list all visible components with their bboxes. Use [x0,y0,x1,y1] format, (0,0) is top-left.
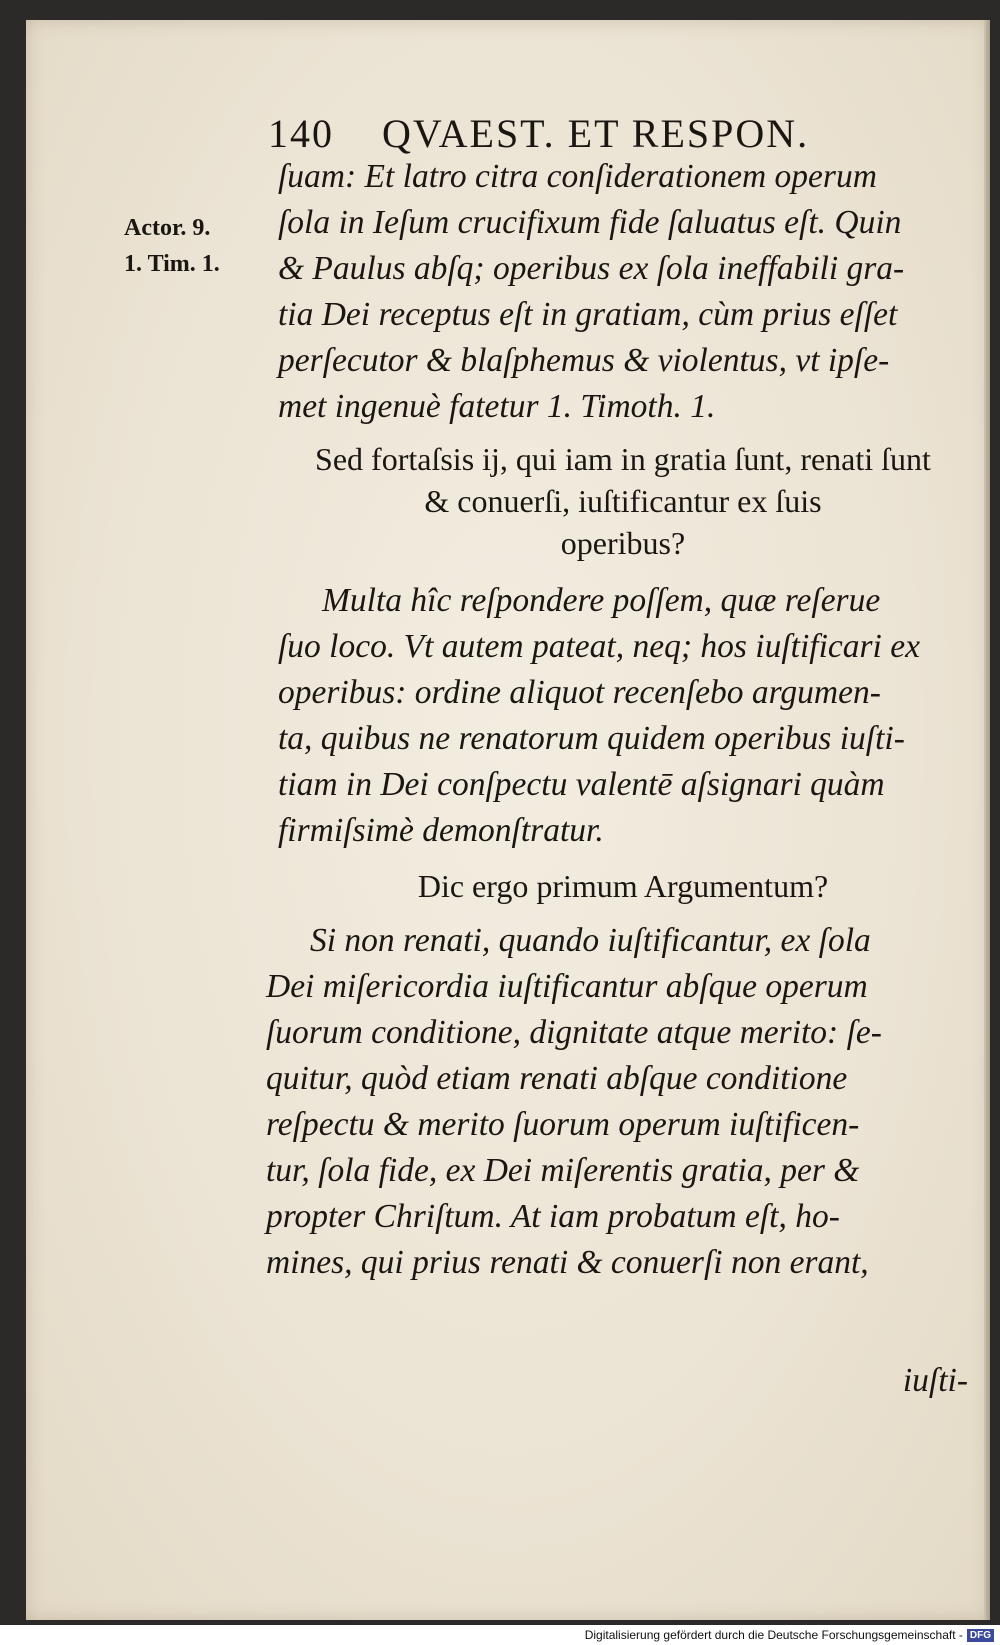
page-edge [984,20,990,1620]
text-line: tiam in Dei conſpectu valentē aſsignari quàm [278,766,885,803]
page-number: 140 [268,111,334,156]
text-line: ſuam: Et latro citra conſiderationem operum [278,158,877,195]
margin-note-timothy: 1. Tim. 1. [124,251,220,277]
book-page [26,20,990,1620]
catchword: iuſti- [902,1362,968,1399]
text-line: Multa hîc reſpondere poſſem, quæ reſerue [322,582,881,619]
digitization-credit [585,1627,994,1643]
text-line: propter Chriſtum. At iam probatum eſt, ho- [266,1198,840,1235]
text-line: ſuo loco. Vt autem pateat, neq; hos iuſtificari ex [278,628,920,665]
text-line: reſpectu & merito ſuorum operum iuſtificen- [266,1106,860,1143]
text-line: tia Dei receptus eſt in gratiam, cùm prius eſſet [278,296,898,333]
text-line: ſuorum conditione, dignitate atque merito: ſe- [266,1014,882,1051]
text-line: Sed fortaſsis ij, qui iam in gratia ſunt, renati ſunt [315,441,931,477]
page-header [268,110,908,157]
text-line: Dic ergo primum Argumentum? [417,868,829,904]
text-line: & Paulus abſq; operibus ex ſola ineffabili gra- [278,250,905,287]
text-line: ſola in Ieſum crucifixum fide ſaluatus eſt. Quin [278,204,902,241]
paragraph-3 [266,918,968,1286]
text-line: perſecutor & blaſphemus & violentus, vt ipſe- [278,342,890,379]
text-line: ta, quibus ne renatorum quidem operibus iuſti- [278,720,905,757]
text-line: & conuerſi, iuſtificantur ex ſuis [424,483,822,519]
text-line: firmiſsimè demonſtratur. [278,812,604,849]
text-line: Si non renati, quando iuſtificantur, ex ſola [310,922,871,959]
text-line: met ingenuè fatetur 1. Timoth. 1. [278,388,716,425]
credit-text: Digitalisierung gefördert durch die Deutsche Forschungsgemeinschaft - [584,1628,963,1642]
text-line: operibus? [560,525,686,561]
margin-note-actor: Actor. 9. [124,215,211,241]
text-line: operibus: ordine aliquot recenſebo argumen- [278,674,881,711]
question-1 [278,438,968,564]
dfg-logo: DFG [967,1629,994,1642]
text-line: quitur, quòd etiam renati abſque conditione [266,1060,848,1097]
text-line: mines, qui prius renati & conuerſi non erant, [266,1244,869,1281]
text-line: Dei miſericordia iuſtificantur abſque operum [266,968,868,1005]
paragraph-1 [278,154,968,430]
paragraph-2 [278,578,968,854]
question-2 [278,865,968,907]
running-title: QVAEST. ET RESPON. [382,111,810,156]
text-line: tur, ſola fide, ex Dei miſerentis gratia, per & [266,1152,860,1189]
